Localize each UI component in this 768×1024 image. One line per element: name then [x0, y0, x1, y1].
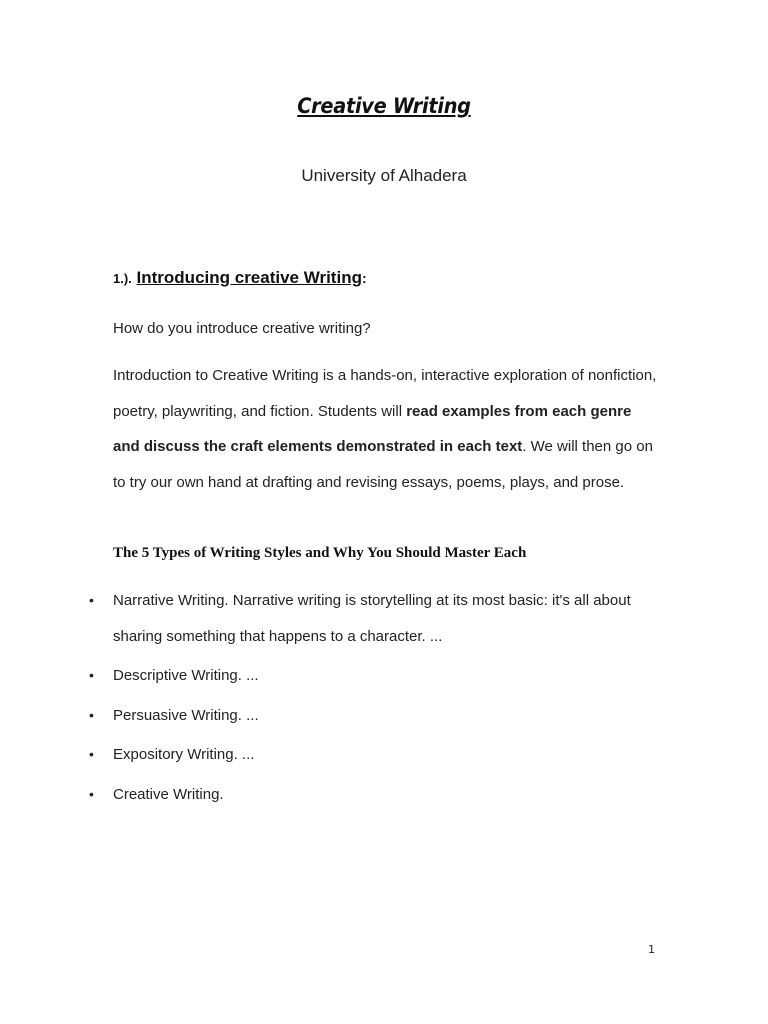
bullet-icon: • [89, 706, 94, 723]
list-item-text: Narrative Writing. Narrative writing is storytelling at its most basic: it's all about sharing something that happens to a character. ... [113, 592, 631, 645]
section-heading-colon: : [361, 270, 367, 286]
bullet-icon: • [89, 746, 94, 763]
list-item [89, 698, 658, 734]
intro-text-bold: read examples from each genre and discuss the craft elements demonstrated in each text [113, 402, 632, 456]
bullet-icon: • [89, 667, 94, 684]
list-item-text: Expository Writing. ... [113, 746, 255, 764]
page-number: 1 [648, 943, 655, 956]
list-item-text: Persuasive Writing. ... [113, 706, 259, 724]
document-title: Creative Writing [297, 94, 471, 118]
section-heading-text: Introducing creative Writing [136, 268, 362, 287]
types-heading: The 5 Types of Writing Styles and Why You Should Master Each [113, 545, 527, 561]
list-item [89, 777, 658, 813]
writing-types-list [89, 583, 658, 817]
intro-text-part1: Introduction to Creative Writing is a hands-on, interactive exploration of nonfiction, poetry, playwriting, and fiction. Students will [113, 367, 657, 420]
bullet-icon: • [89, 785, 94, 802]
intro-question: How do you introduce creative writing? [113, 320, 371, 337]
section-number: 1.). [113, 271, 132, 286]
section-heading [113, 268, 367, 288]
intro-text-part2: . We will then go on to try our own hand at drafting and revising essays, poems, plays, and prose. [113, 438, 653, 491]
bullet-icon: • [89, 592, 94, 608]
list-item [89, 583, 658, 654]
list-item [89, 737, 658, 773]
list-item-text: Descriptive Writing. ... [113, 667, 259, 685]
document-subtitle: University of Alhadera [301, 166, 467, 185]
list-item-text: Creative Writing. [113, 785, 224, 803]
intro-paragraph [113, 358, 658, 500]
list-item [89, 658, 658, 694]
